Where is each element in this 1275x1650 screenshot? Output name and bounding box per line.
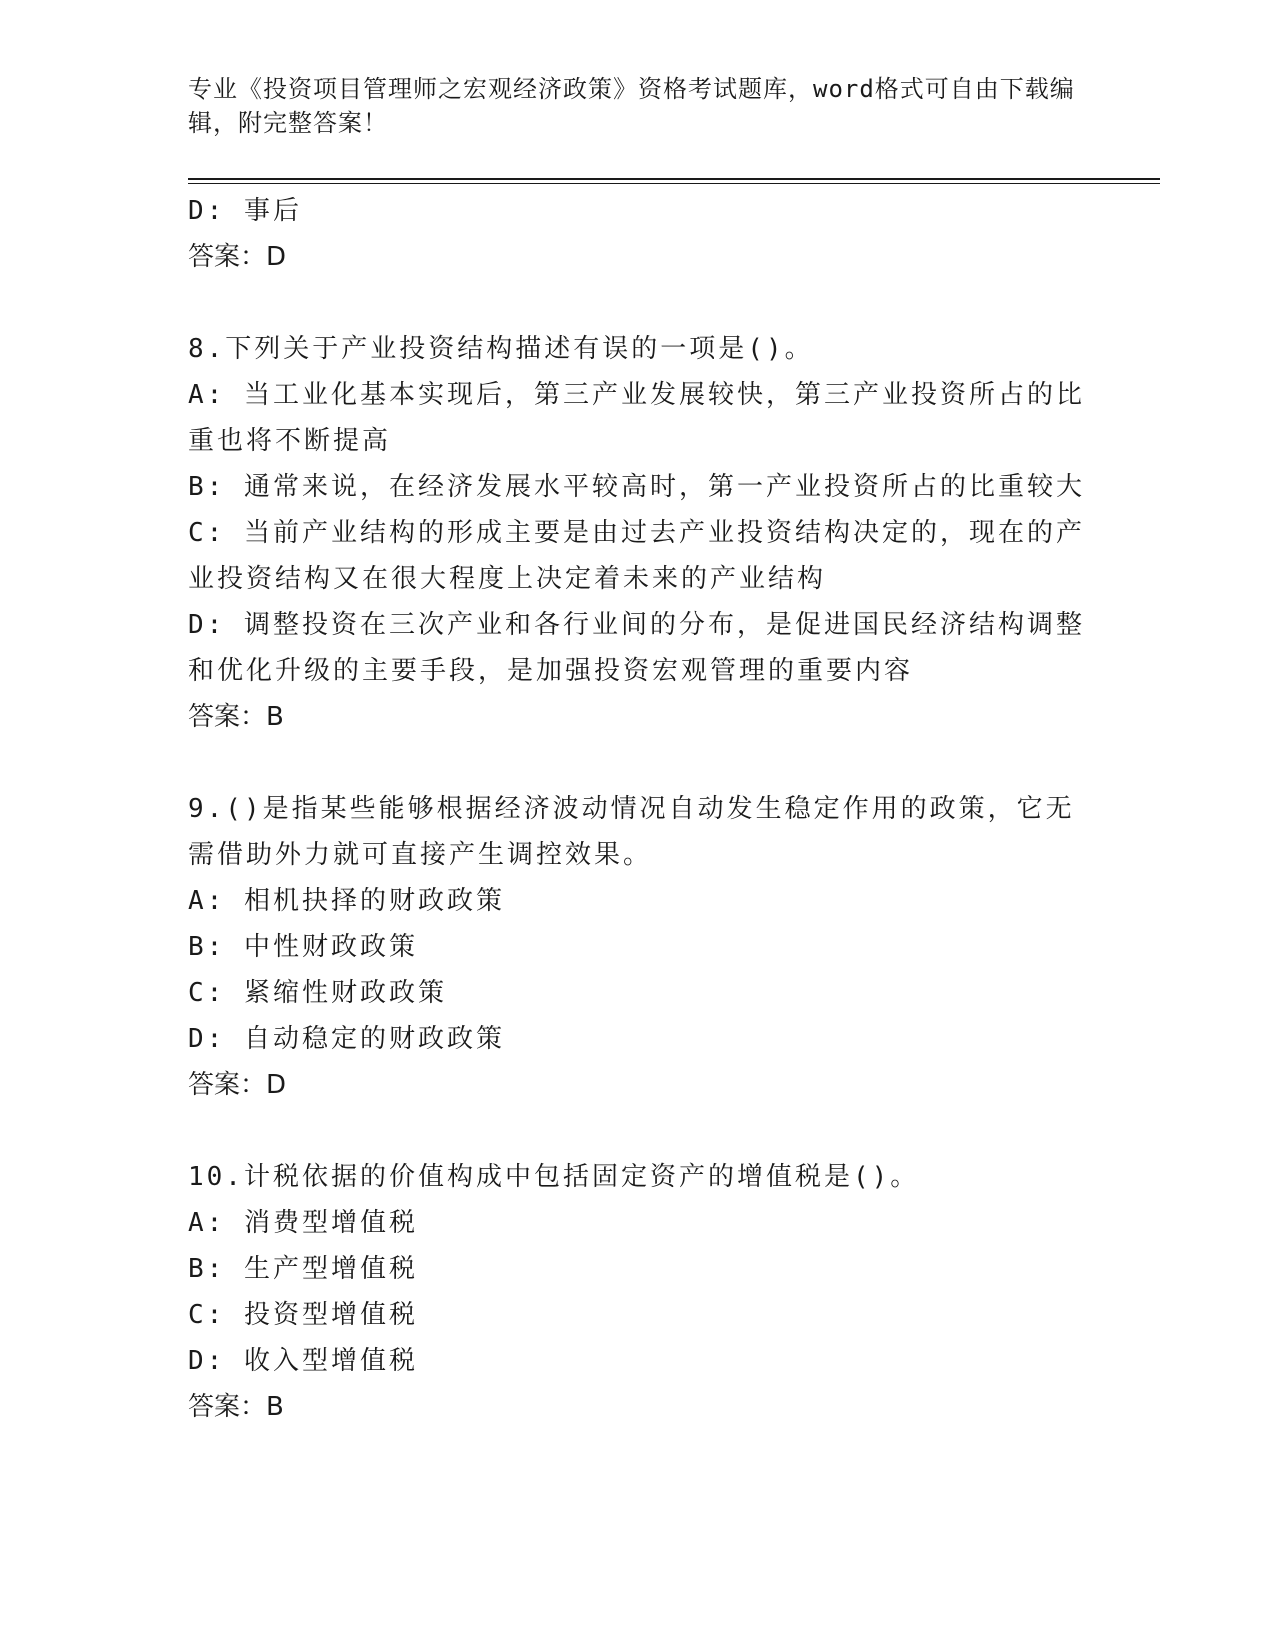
option-a: A: 消费型增值税	[188, 1208, 418, 1238]
question-stem: 8.下列关于产业投资结构描述有误的一项是()。	[188, 334, 814, 364]
answer: 答案：B	[188, 1392, 284, 1422]
option-b: B: 通常来说，在经济发展水平较高时，第一产业投资所占的比重较大	[188, 472, 1085, 502]
answer: 答案：D	[188, 1070, 287, 1100]
option-c: C: 投资型增值税	[188, 1300, 418, 1330]
option-d: D: 调整投资在三次产业和各行业间的分布，是促进国民经济结构调整和优化升级的主要手段，是加强投资宏观管理的重要内容	[188, 610, 1085, 686]
question-9	[188, 786, 1088, 1108]
prev-question-answer: 答案：D	[188, 242, 287, 272]
option-c: C: 当前产业结构的形成主要是由过去产业投资结构决定的，现在的产业投资结构又在很大程度上决定着未来的产业结构	[188, 518, 1085, 594]
header-divider-thick	[188, 178, 1160, 180]
document-header: 专业《投资项目管理师之宏观经济政策》资格考试题库，word格式可自由下载编辑，附完整答案！	[188, 75, 1075, 137]
option-a: A: 相机抉择的财政政策	[188, 886, 505, 916]
question-stem: 10.计税依据的价值构成中包括固定资产的增值税是()。	[188, 1162, 920, 1192]
option-c: C: 紧缩性财政政策	[188, 978, 447, 1008]
question-stem: 9.()是指某些能够根据经济波动情况自动发生稳定作用的政策，它无需借助外力就可直接产生调控效果。	[188, 794, 1075, 870]
option-b: B: 中性财政政策	[188, 932, 418, 962]
prev-question-option-d: D: 事后	[188, 196, 302, 226]
spacer	[188, 1108, 1088, 1154]
question-8	[188, 326, 1088, 740]
answer: 答案：B	[188, 702, 284, 732]
option-a: A: 当工业化基本实现后，第三产业发展较快，第三产业投资所占的比重也将不断提高	[188, 380, 1085, 456]
spacer	[188, 280, 1088, 326]
option-d: D: 收入型增值税	[188, 1346, 418, 1376]
question-content	[188, 188, 1088, 1430]
spacer	[188, 740, 1088, 786]
option-b: B: 生产型增值税	[188, 1254, 418, 1284]
option-d: D: 自动稳定的财政政策	[188, 1024, 505, 1054]
question-10	[188, 1154, 1088, 1430]
header-divider-thin	[188, 183, 1160, 184]
